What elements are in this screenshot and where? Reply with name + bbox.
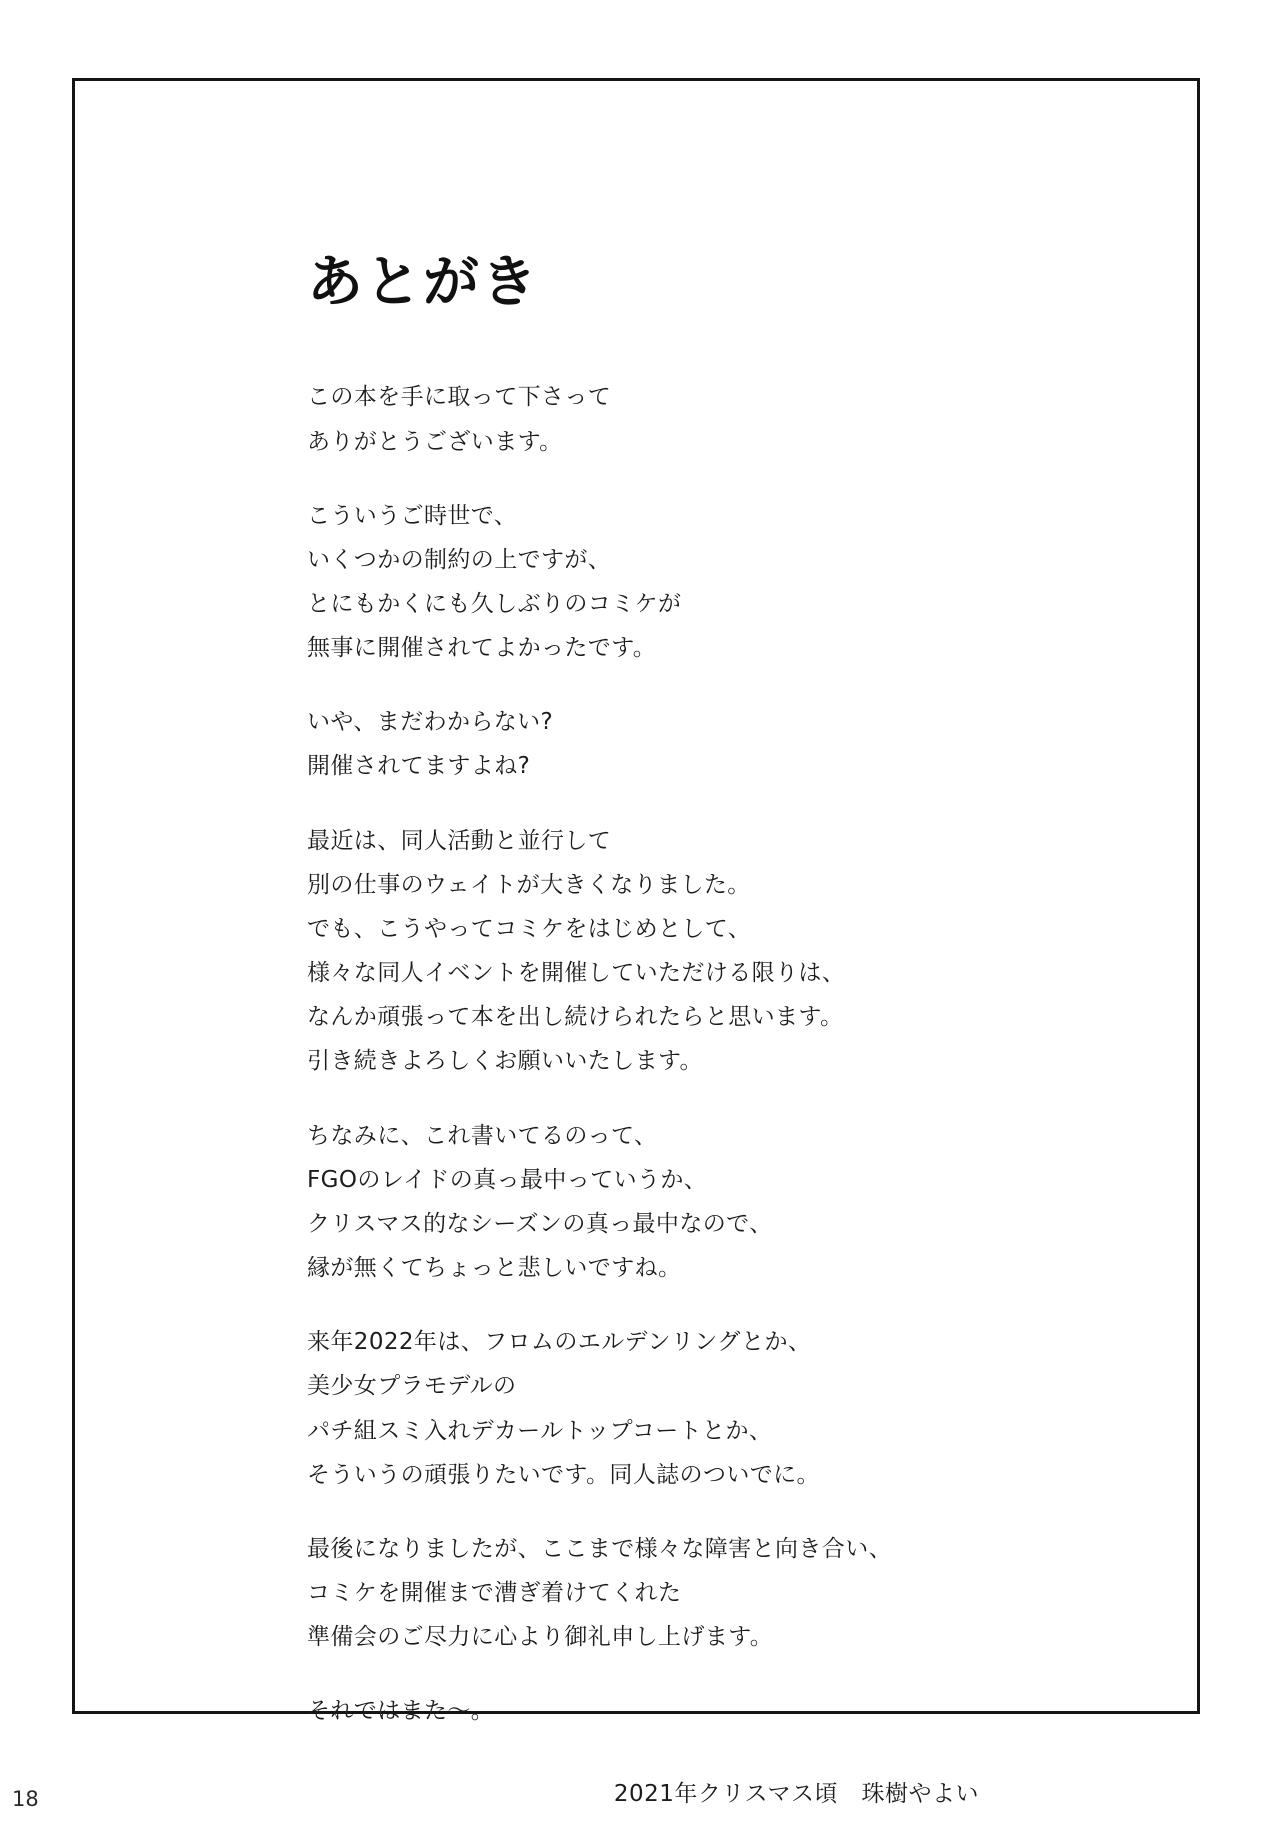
page-number: 18	[12, 1787, 39, 1811]
paragraph: こういうご時世で、 いくつかの制約の上ですが、 とにもかくにも久しぶりのコミケが 無事に開催されてよかったです。	[307, 502, 682, 662]
page-title: あとがき	[307, 250, 539, 315]
afterword-body	[307, 375, 1167, 1733]
afterword-content	[307, 251, 1167, 1808]
paragraph: 最後になりましたが、ここまで様々な障害と向き合い、 コミケを開催まで漕ぎ着けてくれた 準備会のご尽力に心より御礼申し上げます。	[307, 1535, 892, 1651]
paragraph: それではまた～。	[307, 1698, 495, 1725]
paragraph: ちなみに、これ書いてるのって、 FGOのレイドの真っ最中っていうか、 クリスマス的なシーズンの真っ最中なので、 縁が無くてちょっと悲しいですね。	[307, 1122, 773, 1282]
paragraph: 来年2022年は、フロムのエルデンリングとか、 美少女プラモデルの パチ組スミ入れデカールトップコートとか、 そういうの頑張りたいです。同人誌のついでに。	[307, 1329, 820, 1488]
page-border-frame	[72, 78, 1200, 1808]
paragraph: いや、まだわからない? 開催されてますよね?	[307, 709, 554, 780]
author-signature: 2021年クリスマス頃 珠樹やよい	[613, 1781, 979, 1808]
paragraph: 最近は、同人活動と並行して 別の仕事のウェイトが大きくなりました。 でも、こうやってコミケをはじめとして、 様々な同人イベントを開催していただける限りは、 なんか頑張って本を出し続けられたらと思います。 引き続きよろしくお願いいたします。	[307, 827, 846, 1075]
paragraph: この本を手に取って下さって ありがとうございます。	[307, 384, 612, 455]
